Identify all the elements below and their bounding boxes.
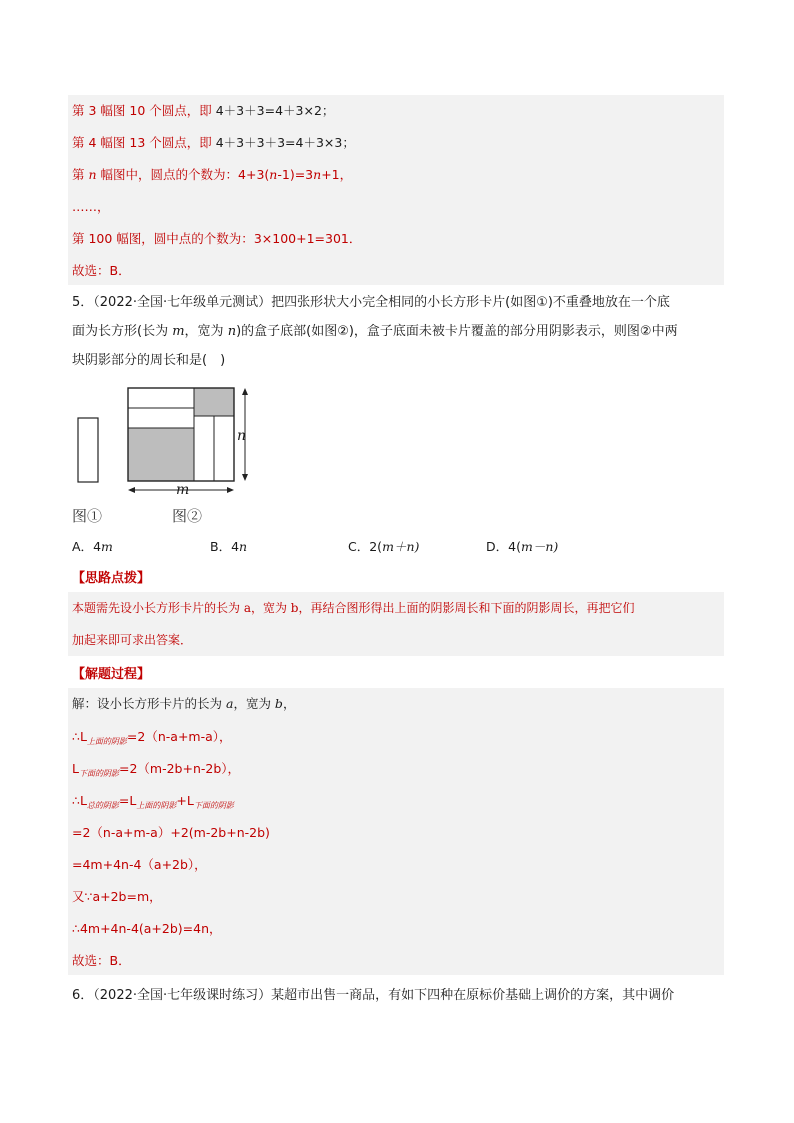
option-c[interactable]: C．2(m＋n) [348, 539, 420, 554]
option-a[interactable]: A．4m [72, 539, 113, 554]
question-5-text [72, 288, 728, 375]
process-line-9: 故选：B． [72, 953, 131, 968]
dimension-label-n: n [237, 428, 247, 444]
question-5-line-2: 面为长方形(长为 m，宽为 n)的盒子底部(如图②)，盒子底面未被卡片覆盖的部分用阴影表示，则图②中两 [72, 324, 678, 339]
process-title: 【解题过程】 [72, 667, 151, 682]
option-b[interactable]: B．4n [210, 539, 248, 554]
hint-title: 【思路点拨】 [72, 571, 151, 586]
prev-solution-line-6: 故选：B． [72, 263, 131, 278]
process-line-5: =2（n-a+m-a）+2(m-2b+n-2b) [72, 825, 270, 840]
process-line-7: 又∵a+2b=m， [72, 889, 162, 904]
prev-solution-panel [68, 95, 724, 285]
card-top-2 [128, 408, 194, 428]
shaded-region-bottom-left [128, 428, 194, 481]
hint-line-2: 加起来即可求出答案． [72, 633, 193, 647]
figure-2-caption: 图② [172, 507, 203, 525]
process-line-8: ∴4m+4n-4(a+2b)=4n， [72, 921, 222, 936]
card-right-2 [214, 416, 234, 481]
figure-1-caption: 图① [72, 507, 103, 525]
prev-solution-line-5: 第 100 幅图，圆中点的个数为：3×100+1=301． [72, 231, 362, 246]
hint-line-1: 本题需先设小长方形卡片的长为 a，宽为 b，再结合图形得出上面的阴影周长和下面的阴影周长，再把它们 [72, 601, 635, 615]
figure-1-card [76, 416, 102, 486]
process-line-1: 解：设小长方形卡片的长为 a，宽为 b， [72, 696, 296, 711]
dimension-label-m: m [176, 482, 190, 498]
card-top-1 [128, 388, 194, 408]
question-5-line-3: 块阴影部分的周长和是( ) [72, 353, 226, 368]
question-5-line-1: 5．（2022·全国·七年级单元测试）把四张形状大小完全相同的小长方形卡片(如图①)不重叠地放在一个底 [72, 295, 670, 310]
option-d[interactable]: D．4(m－n) [486, 539, 559, 554]
process-line-3: $L_{下面的阴影}=2(m-2b+n-2b)$， [72, 761, 241, 778]
prev-solution-line-2: 第 4 幅图 13 个圆点，即 4＋3＋3＋3=4＋3×3； [72, 135, 355, 150]
prev-solution-line-3: 第 n 幅图中，圆点的个数为：4+3(n-1)=3n+1， [72, 167, 353, 182]
prev-solution-line-1: 第 3 幅图 10 个圆点，即 4＋3＋3=4＋3×2； [72, 103, 335, 118]
process-line-6: =4m+4n-4（a+2b）， [72, 857, 207, 872]
card-rect [78, 418, 98, 482]
shaded-region-top-right [194, 388, 234, 416]
prev-solution-line-4: ……， [72, 199, 110, 214]
process-line-4: $\therefore L_{总的阴影}=L_{上面的阴影}+L_{下面的阴影}$ [72, 793, 234, 810]
card-right-1 [194, 416, 214, 481]
question-6-text: 6．（2022·全国·七年级课时练习）某超市出售一商品，有如下四种在原标价基础上调价的方案，其中调价 [72, 988, 675, 1003]
process-line-2: $\therefore L_{上面的阴影}=2(n-a+m-a)$， [72, 729, 232, 746]
